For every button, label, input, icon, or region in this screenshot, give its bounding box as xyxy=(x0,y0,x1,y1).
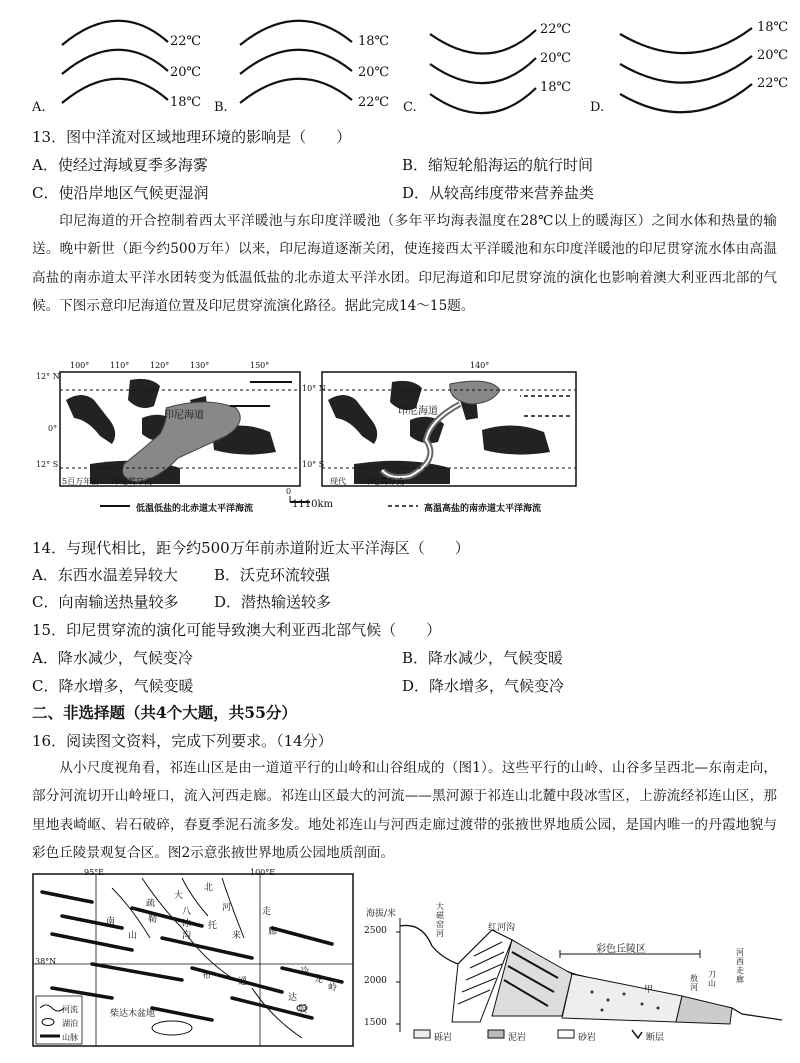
map-right-caption: 现代 xyxy=(330,477,346,486)
geologic-section xyxy=(362,896,792,1046)
map-right-current-name: 印尼贯穿流 xyxy=(364,477,404,486)
map-lat-12s: 12° S xyxy=(36,460,59,469)
fig1-peak-12: 托 xyxy=(208,921,218,931)
fig1-basin: 柴达木盆地 xyxy=(110,1009,156,1019)
fig2-y-axis-title: 海拔/米 xyxy=(366,909,397,919)
option-d-label-3: 22℃ xyxy=(757,76,789,91)
fig1-peak-18: 冷 xyxy=(300,967,310,977)
fig1-peak-9: 山 xyxy=(128,931,138,941)
q14-option-a: A．东西水温差异较大 xyxy=(32,566,178,584)
map-lon-150: 150° xyxy=(250,361,270,370)
q13-stem: 13．图中洋流对区域地理环境的影响是（ ） xyxy=(32,128,352,146)
map-left-strait-label: 印尼海道 xyxy=(164,410,204,421)
option-d-letter: D. xyxy=(590,100,605,115)
fig1-peak-13: 来 xyxy=(232,931,242,941)
q15-option-b: B．降水减少，气候变暖 xyxy=(402,649,564,667)
option-c-label-1: 22℃ xyxy=(540,22,572,37)
fig2-label-daoshan: 刀山 xyxy=(708,970,716,988)
fig2-legend-mudstone: 泥岩 xyxy=(508,1033,527,1043)
option-a-letter: A. xyxy=(32,100,46,115)
geologic-section-figure xyxy=(362,896,792,1046)
q15-option-a: A．降水减少，气候变冷 xyxy=(32,649,193,667)
q14-option-d: D．潜热输送较多 xyxy=(214,593,332,611)
seaway-map-figure xyxy=(30,360,590,518)
fig1-peak-16: 达 xyxy=(288,993,298,1003)
fig1-peak-2: 八 xyxy=(182,907,192,917)
q15-option-d: D．降水增多，气候变冷 xyxy=(402,677,565,695)
fig1-legend-mountain: 山脉 xyxy=(62,1033,78,1042)
q14-stem: 14．与现代相比，距今约500万年前赤道附近太平洋海区（ ） xyxy=(32,539,470,557)
q16-stem: 16．阅读图文资料，完成下列要求。（14分） xyxy=(32,732,333,750)
fig2-legend-sandstone: 砂岩 xyxy=(578,1033,597,1043)
q13-option-a: A．使经过海域夏季多海雾 xyxy=(32,156,208,174)
map-lat-10s: 10° S xyxy=(302,460,325,469)
map-scale-zero: 0 xyxy=(286,487,292,496)
map-scale-km: 1110km xyxy=(292,499,333,510)
fig1-peak-19: 龙 xyxy=(314,975,324,985)
fig1-peak-10: 疏 xyxy=(146,899,156,909)
map-lon-100: 100° xyxy=(70,361,90,370)
option-c-label-3: 18℃ xyxy=(540,80,572,95)
option-c-label-2: 20℃ xyxy=(540,51,572,66)
fig1-peak-4: 沟 xyxy=(182,931,192,941)
map-lat-0: 0° xyxy=(48,424,58,433)
map-legend-left: 低温低盐的北赤道太平洋海流 xyxy=(136,504,254,514)
q14-option-c: C．向南输送热量较多 xyxy=(32,593,179,611)
map-lon-120: 120° xyxy=(150,361,170,370)
section-2-title: 二、非选择题（共4个大题，共55分） xyxy=(32,703,297,722)
qilian-map-figure xyxy=(32,868,354,1048)
map-right-strait-label: 印尼海道 xyxy=(398,406,438,417)
fig1-peak-11: 勒 xyxy=(148,915,158,925)
option-a-label-1: 22℃ xyxy=(170,34,202,49)
fig1-peak-1: 北 xyxy=(204,883,214,893)
fig1-lon-95: 95°E xyxy=(84,868,105,877)
map-lat-12n: 12° N xyxy=(36,372,60,381)
fig2-tick-1500: 1500 xyxy=(364,1018,387,1028)
fig1-legend-lake: 湖泊 xyxy=(62,1019,78,1028)
map-lon-110: 110° xyxy=(110,361,130,370)
q13-option-c: C．使沿岸地区气候更湿润 xyxy=(32,184,209,202)
isotherm-curves xyxy=(0,0,800,120)
q15-option-c: C．降水增多，气候变暖 xyxy=(32,677,194,695)
qilian-map xyxy=(32,868,354,1048)
map-left-current-name: 印尼贯穿流 xyxy=(112,477,152,486)
fig1-peak-8: 南 xyxy=(106,917,116,927)
option-a-label-2: 20℃ xyxy=(170,65,202,80)
fig1-peak-3: 冰 xyxy=(182,919,192,929)
fig2-tick-2000: 2000 xyxy=(364,976,387,986)
fig2-label-jia: 甲 xyxy=(644,985,654,995)
q13-option-b: B．缩短轮船海运的航行时间 xyxy=(402,156,594,174)
fig1-peak-7: 廊 xyxy=(268,927,278,937)
fig2-legend-fault: 断层 xyxy=(646,1033,665,1043)
option-b-label-3: 22℃ xyxy=(358,95,390,110)
passage-indonesian-seaway: 印尼海道的开合控制着西太平洋暖池与东印度洋暖池（多年平均海表温度在28℃以上的暖海区）之间水体和热量的输送。晚中新世（距今约500万年）以来，印尼海道逐渐关闭，使连接西太平洋暖池和东印度洋暖池的印尼贯穿流水体由高温高盐的南赤道太平洋水团转变为低温低盐的北赤道太平洋水团。印尼海道和印尼贯穿流的演化也影响着澳大利亚西北部的气候。下图示意印尼海道位置及印尼贯穿流演化路径。据此完成14～15题。 xyxy=(32,213,777,315)
map-lon-140: 140° xyxy=(470,361,490,370)
fig2-label-dacyao: 大磁窑河 xyxy=(436,902,444,938)
fig1-peak-0: 大 xyxy=(174,891,184,901)
fig1-peak-14: 布 xyxy=(202,971,212,981)
option-a-label-3: 18℃ xyxy=(170,95,202,110)
option-b-letter: B. xyxy=(214,100,228,115)
q14-option-b: B．沃克环流较强 xyxy=(214,566,331,584)
fig2-legend-conglomerate: 砾岩 xyxy=(434,1033,453,1043)
fig2-label-zone: 彩色丘陵区 xyxy=(596,944,646,955)
fig1-peak-20: 岭 xyxy=(328,983,338,993)
fig1-lat-38: 38°N xyxy=(35,957,57,966)
fig1-peak-17: 坂 xyxy=(298,1005,308,1015)
fig2-label-aohe: 敖河 xyxy=(690,974,698,992)
option-c-letter: C. xyxy=(403,100,417,115)
q13-option-d: D．从较高纬度带来营养盐类 xyxy=(402,184,595,202)
option-d-label-1: 18℃ xyxy=(757,20,789,35)
fig1-peak-5: 河 xyxy=(222,903,232,913)
fig1-legend-river: 河流 xyxy=(62,1005,78,1014)
option-b-label-1: 18℃ xyxy=(358,34,390,49)
fig1-peak-6: 走 xyxy=(262,907,272,917)
fig1-lon-100: 100°E xyxy=(250,868,276,877)
q15-stem: 15．印尼贯穿流的演化可能导致澳大利亚西北部气候（ ） xyxy=(32,621,442,639)
fig1-peak-15: 通 xyxy=(238,977,248,987)
map-legend-right: 高温高盐的南赤道太平洋海流 xyxy=(424,504,542,514)
isotherm-options xyxy=(0,0,800,120)
map-left-caption: 5百万年前 xyxy=(62,477,100,486)
map-lat-10n: 10° N xyxy=(302,384,326,393)
fig2-label-redriver: 红河沟 xyxy=(488,923,516,933)
map-lon-130: 130° xyxy=(190,361,210,370)
passage-qilian: 从小尺度视角看，祁连山区是由一道道平行的山岭和山谷组成的（图1）。这些平行的山岭、山谷多呈西北—东南走向，部分河流切开山岭垭口，流入河西走廊。祁连山区最大的河流——黑河源于祁连山北麓中段冰雪区，上游流经祁连山区，那里地表崎岖、岩石破碎，春夏季泥石流多发。地处祁连山与河西走廊过渡带的张掖世界地质公园，是国内唯一的丹霞地貌与彩色丘陵景观复合区。图2示意张掖世界地质公园地质剖面。 xyxy=(32,760,777,862)
fig2-tick-2500: 2500 xyxy=(364,926,387,936)
option-b-label-2: 20℃ xyxy=(358,65,390,80)
fig2-label-corridor: 河西走廊 xyxy=(736,948,744,984)
option-d-label-2: 20℃ xyxy=(757,48,789,63)
